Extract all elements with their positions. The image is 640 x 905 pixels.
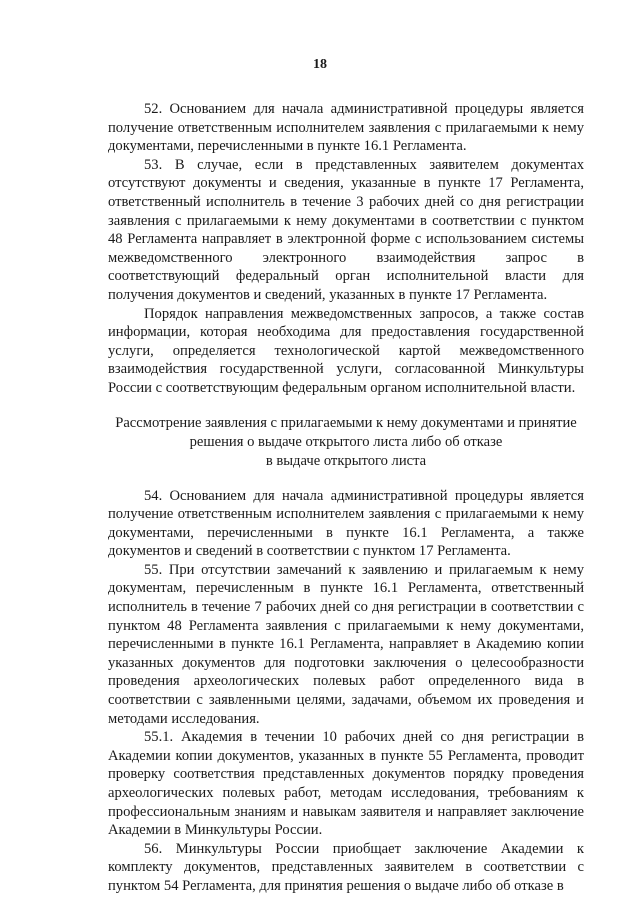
section-heading-line-1: Рассмотрение заявления с прилагаемыми к нему документами и принятие bbox=[115, 414, 577, 431]
paragraph-56: 56. Минкультуры России приобщает заключение Академии к комплекту документов, представленных заявителем в соответствии с пунктом 54 Регламента, для принятия решения о выдаче либо об отказе в bbox=[108, 840, 584, 894]
paragraph-53: 53. В случае, если в представленных заявителем документах отсутствуют документы и сведения, указанные в пункте 17 Регламента, ответственный исполнитель в течение 3 рабочих дней со дня регистрации заявления с прилагаемыми к нему документами в соответствии с пунктом 48 Регламента направляет в электронной форме с использованием системы межведомственного электронного взаимодействия запрос в соответствующий федеральный орган исполнительной власти для получения документов и сведений, указанных в пункте 17 Регламента. bbox=[108, 156, 584, 303]
page-number: 18 bbox=[313, 57, 327, 72]
paragraph-55-1: 55.1. Академия в течении 10 рабочих дней со дня регистрации в Академии копии документов, указанных в пункте 55 Регламента, проводит проверку соответствия представленных документов порядку проведения археологических полевых работ, методам исследования, требованиям к профессиональным знаниям и навыкам заявителя и направляет заключение Академии в Минкультуры России. bbox=[108, 729, 584, 839]
section-heading-line-3: в выдаче открытого листа bbox=[265, 452, 427, 469]
paragraph-interagency-requests: Порядок направления межведомственных запросов, а также состав информации, которая необходима для предоставления государственной услуги, определяется технологической картой межведомственного взаимодействия государственной услуги, согласованной Минкультуры России с соответствующим федеральным органом исполнительной власти. bbox=[108, 305, 584, 396]
spacer bbox=[108, 471, 584, 487]
section-heading-line-2: решения о выдаче открытого листа либо об отказе bbox=[189, 433, 503, 450]
paragraph-55: 55. При отсутствии замечаний к заявлению и прилагаемым к нему документам, перечисленным в пункте 16.1 Регламента, ответственный исполнитель в течение 7 рабочих дней со дня регистрации в соответствии с пунктом 48 Регламента заявления с прилагаемыми к нему документами, перечисленными в пункте 16.1 Регламента, направляет в Академию копии указанных документов для подготовки заключения о целесообразности проведения археологических полевых работ определенного вида в соответствии с заявленными целями, задачами, объемом их проведения и методами исследования. bbox=[108, 561, 584, 727]
spacer bbox=[108, 398, 584, 414]
paragraph-54: 54. Основанием для начала административной процедуры является получение ответственным исполнителем заявления с прилагаемыми к нему документами, перечисленными в пункте 16.1 Регламента, а также документов и сведений в соответствии с пунктом 17 Регламента. bbox=[108, 487, 584, 560]
paragraph-52: 52. Основанием для начала административной процедуры является получение ответственным исполнителем заявления с прилагаемыми к нему документами, перечисленными в пункте 16.1 Регламента. bbox=[108, 101, 584, 155]
section-heading bbox=[108, 414, 584, 471]
document-body bbox=[108, 100, 584, 896]
